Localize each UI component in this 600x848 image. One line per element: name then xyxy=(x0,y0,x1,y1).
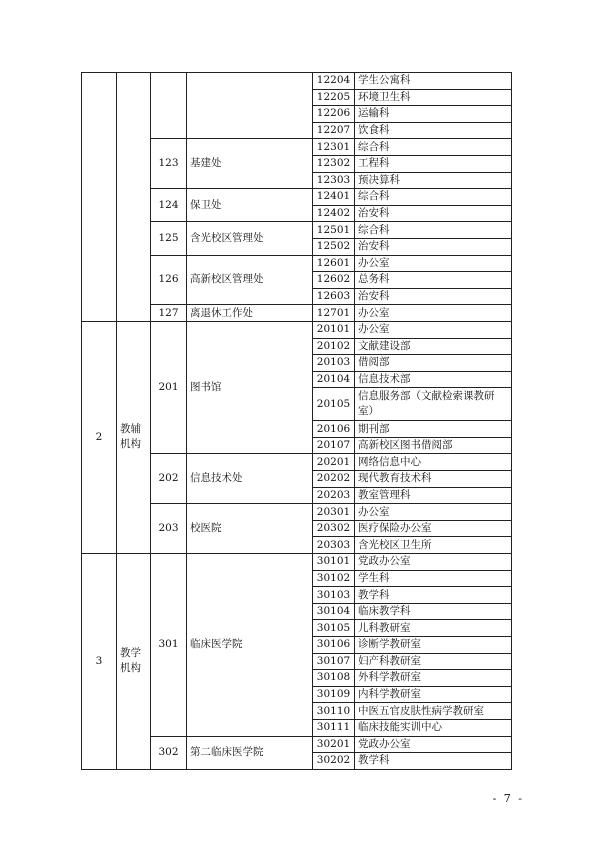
dept-code: 20105 xyxy=(313,388,355,421)
page-number: - 7 - xyxy=(492,792,524,805)
dept-code: 12401 xyxy=(313,189,355,206)
dept-name: 网络信息中心 xyxy=(355,454,512,471)
dept-name: 工程科 xyxy=(355,155,512,172)
unit-code: 302 xyxy=(151,736,187,769)
dept-code: 20103 xyxy=(313,355,355,372)
dept-code: 12701 xyxy=(313,305,355,322)
dept-name: 信息技术部 xyxy=(355,371,512,388)
dept-name: 党政办公室 xyxy=(355,736,512,753)
table-row xyxy=(82,554,512,571)
dept-name: 儿科教研室 xyxy=(355,620,512,637)
dept-code: 30104 xyxy=(313,603,355,620)
dept-code: 20102 xyxy=(313,338,355,355)
unit-name: 保卫处 xyxy=(187,189,313,222)
dept-name: 党政办公室 xyxy=(355,554,512,571)
dept-code: 20202 xyxy=(313,471,355,488)
dept-code: 20107 xyxy=(313,437,355,454)
dept-code: 20106 xyxy=(313,421,355,438)
organization-table xyxy=(81,72,512,770)
dept-name: 饮食科 xyxy=(355,122,512,139)
dept-name: 教学科 xyxy=(355,753,512,770)
unit-name: 含光校区管理处 xyxy=(187,222,313,255)
dept-code: 20203 xyxy=(313,487,355,504)
dept-code: 12303 xyxy=(313,172,355,189)
dept-name: 含光校区卫生所 xyxy=(355,537,512,554)
dept-code: 20201 xyxy=(313,454,355,471)
dept-name: 办公室 xyxy=(355,321,512,338)
table-row xyxy=(82,73,512,90)
dept-name: 治安科 xyxy=(355,238,512,255)
unit-code: 124 xyxy=(151,189,187,222)
dept-code: 20303 xyxy=(313,537,355,554)
dept-code: 12204 xyxy=(313,73,355,90)
dept-name: 期刊部 xyxy=(355,421,512,438)
dept-code: 12206 xyxy=(313,106,355,123)
unit-name: 第二临床医学院 xyxy=(187,736,313,769)
dept-code: 30111 xyxy=(313,719,355,736)
dept-code: 30106 xyxy=(313,637,355,654)
dept-name: 信息服务部（文献检索课教研室） xyxy=(355,388,512,421)
dept-name: 办公室 xyxy=(355,504,512,521)
dept-name: 预决算科 xyxy=(355,172,512,189)
unit-code: 123 xyxy=(151,139,187,189)
dept-name: 外科学教研室 xyxy=(355,670,512,687)
dept-code: 30109 xyxy=(313,686,355,703)
category-number: 2 xyxy=(82,321,117,553)
dept-code: 30108 xyxy=(313,670,355,687)
dept-name: 中医五官皮肤性病学教研室 xyxy=(355,703,512,720)
unit-code: 301 xyxy=(151,554,187,737)
dept-code: 20302 xyxy=(313,520,355,537)
unit-name: 临床医学院 xyxy=(187,554,313,737)
dept-code: 12301 xyxy=(313,139,355,156)
dept-name: 治安科 xyxy=(355,205,512,222)
unit-code: 203 xyxy=(151,504,187,554)
dept-name: 内科学教研室 xyxy=(355,686,512,703)
dept-code: 30105 xyxy=(313,620,355,637)
dept-name: 治安科 xyxy=(355,288,512,305)
dept-name: 高新校区图书借阅部 xyxy=(355,437,512,454)
category-number-cell xyxy=(82,73,117,322)
dept-name: 医疗保险办公室 xyxy=(355,520,512,537)
dept-code: 20104 xyxy=(313,371,355,388)
dept-name: 环境卫生科 xyxy=(355,89,512,106)
dept-name: 运输科 xyxy=(355,106,512,123)
unit-name: 信息技术处 xyxy=(187,454,313,504)
dept-code: 30110 xyxy=(313,703,355,720)
unit-code-cell xyxy=(151,73,187,139)
dept-name: 借阅部 xyxy=(355,355,512,372)
dept-code: 12502 xyxy=(313,238,355,255)
unit-name: 基建处 xyxy=(187,139,313,189)
dept-code: 12402 xyxy=(313,205,355,222)
dept-name: 妇产科教研室 xyxy=(355,653,512,670)
unit-name: 校医院 xyxy=(187,504,313,554)
category-name: 教辅机构 xyxy=(117,321,151,553)
dept-name: 诊断学教研室 xyxy=(355,637,512,654)
unit-code: 201 xyxy=(151,321,187,454)
dept-code: 12602 xyxy=(313,272,355,289)
dept-code: 12601 xyxy=(313,255,355,272)
category-name-cell xyxy=(117,73,151,322)
dept-name: 办公室 xyxy=(355,305,512,322)
unit-name: 离退休工作处 xyxy=(187,305,313,322)
category-name: 教学机构 xyxy=(117,554,151,770)
dept-code: 12205 xyxy=(313,89,355,106)
dept-name: 教室管理科 xyxy=(355,487,512,504)
unit-code: 202 xyxy=(151,454,187,504)
dept-code: 20301 xyxy=(313,504,355,521)
dept-code: 30202 xyxy=(313,753,355,770)
unit-name: 图书馆 xyxy=(187,321,313,454)
dept-name: 学生科 xyxy=(355,570,512,587)
dept-code: 30102 xyxy=(313,570,355,587)
dept-name: 总务科 xyxy=(355,272,512,289)
dept-name: 现代教育技术科 xyxy=(355,471,512,488)
dept-code: 12501 xyxy=(313,222,355,239)
dept-code: 30107 xyxy=(313,653,355,670)
dept-name: 教学科 xyxy=(355,587,512,604)
dept-name: 办公室 xyxy=(355,255,512,272)
dept-code: 30201 xyxy=(313,736,355,753)
category-number: 3 xyxy=(82,554,117,770)
dept-code: 30103 xyxy=(313,587,355,604)
dept-name: 临床技能实训中心 xyxy=(355,719,512,736)
dept-name: 文献建设部 xyxy=(355,338,512,355)
unit-name: 高新校区管理处 xyxy=(187,255,313,305)
dept-name: 综合科 xyxy=(355,189,512,206)
unit-code: 125 xyxy=(151,222,187,255)
dept-code: 12603 xyxy=(313,288,355,305)
dept-name: 综合科 xyxy=(355,139,512,156)
dept-name: 综合科 xyxy=(355,222,512,239)
unit-code: 126 xyxy=(151,255,187,305)
unit-code: 127 xyxy=(151,305,187,322)
dept-code: 12207 xyxy=(313,122,355,139)
dept-code: 12302 xyxy=(313,155,355,172)
dept-name: 临床教学科 xyxy=(355,603,512,620)
unit-name-cell xyxy=(187,73,313,139)
dept-code: 20101 xyxy=(313,321,355,338)
dept-code: 30101 xyxy=(313,554,355,571)
table-row xyxy=(82,321,512,338)
dept-name: 学生公寓科 xyxy=(355,73,512,90)
